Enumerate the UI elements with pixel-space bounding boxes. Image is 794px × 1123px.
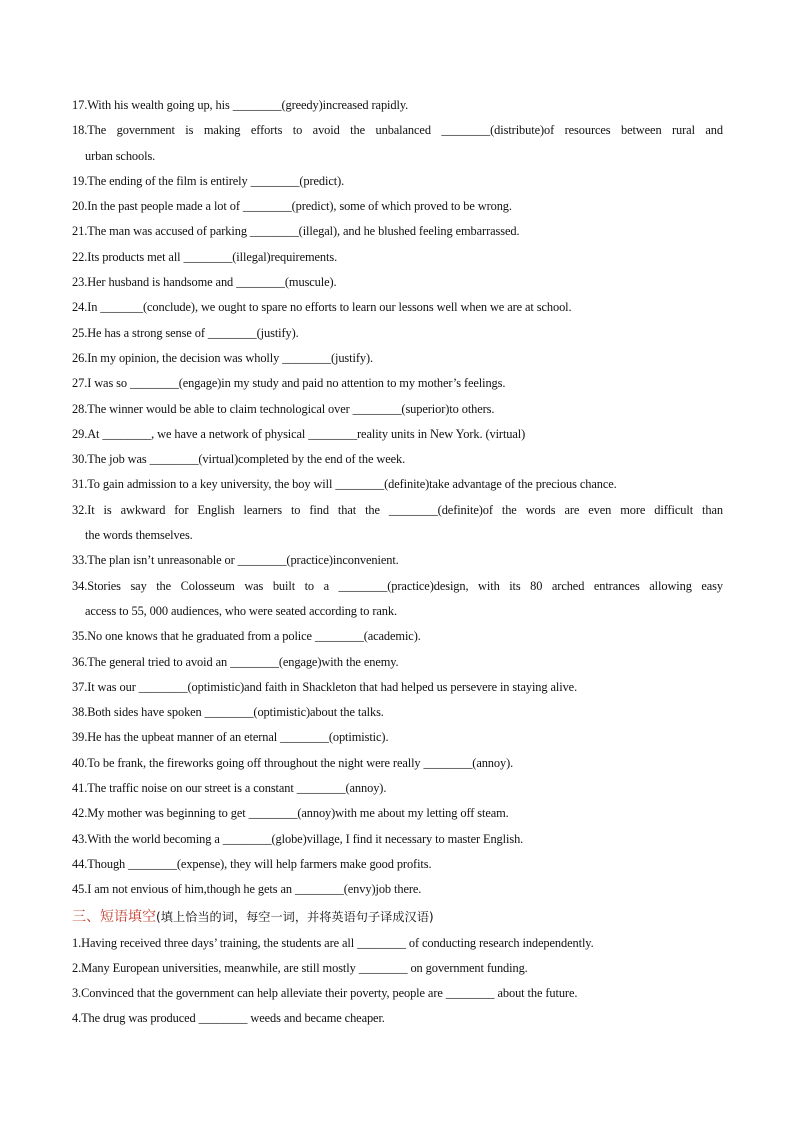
- section-title: 短语填空: [100, 908, 156, 925]
- question-31: [72, 472, 723, 497]
- phrase-line: 3.Convinced that the government can help alleviate their poverty, people are ________ about the future.: [72, 986, 578, 1001]
- question-36: [72, 650, 723, 675]
- question-29: [72, 422, 723, 447]
- question-28: [72, 397, 723, 422]
- question-26: [72, 346, 723, 371]
- question-40: [72, 751, 723, 776]
- question-39: [72, 725, 723, 750]
- question-line: 27.I was so ________(engage)in my study and paid no attention to my mother’s feelings.: [72, 376, 506, 391]
- question-21: [72, 219, 723, 244]
- question-line: 32.It is awkward for English learners to find that the ________(definite)of the words are even more difficult than: [72, 502, 723, 517]
- question-43: [72, 827, 723, 852]
- question-line: 31.To gain admission to a key university, the boy will ________(definite)take advantage of the precious chance.: [72, 477, 617, 492]
- question-27: [72, 371, 723, 396]
- question-line-continued: urban schools.: [85, 148, 156, 163]
- question-line-continued: access to 55, 000 audiences, who were seated according to rank.: [85, 603, 397, 618]
- phrase-line: 2.Many European universities, meanwhile, are still mostly ________ on government funding.: [72, 960, 528, 975]
- section-heading: [72, 904, 723, 931]
- question-45: [72, 877, 723, 902]
- question-line: 22.Its products met all ________(illegal)requirements.: [72, 249, 338, 264]
- question-37: [72, 675, 723, 700]
- question-18: [72, 118, 723, 169]
- question-line: 43.With the world becoming a ________(globe)village, I find it necessary to master English.: [72, 831, 524, 846]
- question-line: 45.I am not envious of him,though he gets an ________(envy)job there.: [72, 882, 422, 897]
- question-23: [72, 270, 723, 295]
- section-instruction: (填上恰当的词，每空一词，并将英语句子译成汉语): [156, 909, 434, 924]
- question-41: [72, 776, 723, 801]
- question-line: 28.The winner would be able to claim technological over ________(superior)to others.: [72, 401, 495, 416]
- question-35: [72, 624, 723, 649]
- phrase-item-3: [72, 981, 723, 1006]
- question-32: [72, 498, 723, 549]
- question-line: 44.Though ________(expense), they will help farmers make good profits.: [72, 856, 432, 871]
- question-line: 40.To be frank, the fireworks going off throughout the night were really ________(annoy).: [72, 755, 514, 770]
- question-line: 41.The traffic noise on our street is a constant ________(annoy).: [72, 781, 387, 796]
- question-33: [72, 548, 723, 573]
- question-25: [72, 321, 723, 346]
- question-20: [72, 194, 723, 219]
- question-line: 29.At ________, we have a network of physical ________reality units in New York. (virtual): [72, 426, 526, 441]
- question-line: 17.With his wealth going up, his ________(greedy)increased rapidly.: [72, 98, 409, 112]
- question-line: 19.The ending of the film is entirely ________(predict).: [72, 173, 345, 188]
- question-19: [72, 169, 723, 194]
- question-38: [72, 700, 723, 725]
- question-17: [72, 93, 723, 118]
- worksheet-page: [72, 93, 723, 1032]
- question-24: [72, 295, 723, 320]
- question-line: 24.In _______(conclude), we ought to spare no efforts to learn our lessons well when we are at school.: [72, 300, 572, 315]
- question-line: 21.The man was accused of parking ________(illegal), and he blushed feeling embarrassed.: [72, 224, 520, 239]
- question-line: 39.He has the upbeat manner of an eternal ________(optimistic).: [72, 730, 389, 745]
- question-line: 42.My mother was beginning to get ________(annoy)with me about my letting off steam.: [72, 806, 509, 821]
- question-line: 36.The general tried to avoid an ________(engage)with the enemy.: [72, 654, 399, 669]
- question-line: 35.No one knows that he graduated from a police ________(academic).: [72, 629, 421, 644]
- question-line: 34.Stories say the Colosseum was built to a ________(practice)design, with its 80 arched entrances allowing easy: [72, 578, 723, 593]
- question-line: 38.Both sides have spoken ________(optimistic)about the talks.: [72, 705, 384, 720]
- question-line: 23.Her husband is handsome and ________(muscule).: [72, 275, 337, 290]
- question-line: 30.The job was ________(virtual)completed by the end of the week.: [72, 452, 406, 467]
- question-line: 20.In the past people made a lot of ________(predict), some of which proved to be wrong.: [72, 199, 512, 214]
- question-34: [72, 574, 723, 625]
- question-22: [72, 245, 723, 270]
- section-number: 三、: [72, 908, 100, 925]
- phrase-line: 4.The drug was produced ________ weeds and became cheaper.: [72, 1011, 385, 1026]
- question-line: 25.He has a strong sense of ________(justify).: [72, 325, 299, 340]
- question-line: 33.The plan isn’t unreasonable or ________(practice)inconvenient.: [72, 553, 399, 568]
- question-line-continued: the words themselves.: [85, 528, 193, 543]
- phrase-item-4: [72, 1006, 723, 1031]
- phrase-item-1: [72, 931, 723, 956]
- question-line: 37.It was our ________(optimistic)and faith in Shackleton that had helped us persevere in staying alive.: [72, 679, 578, 694]
- question-42: [72, 801, 723, 826]
- question-line: 18.The government is making efforts to avoid the unbalanced ________(distribute)of resources between rural and: [72, 123, 723, 138]
- phrase-line: 1.Having received three days’ training, the students are all ________ of conducting research independently.: [72, 935, 594, 950]
- question-44: [72, 852, 723, 877]
- question-line: 26.In my opinion, the decision was wholly ________(justify).: [72, 350, 373, 365]
- phrase-item-2: [72, 956, 723, 981]
- question-30: [72, 447, 723, 472]
